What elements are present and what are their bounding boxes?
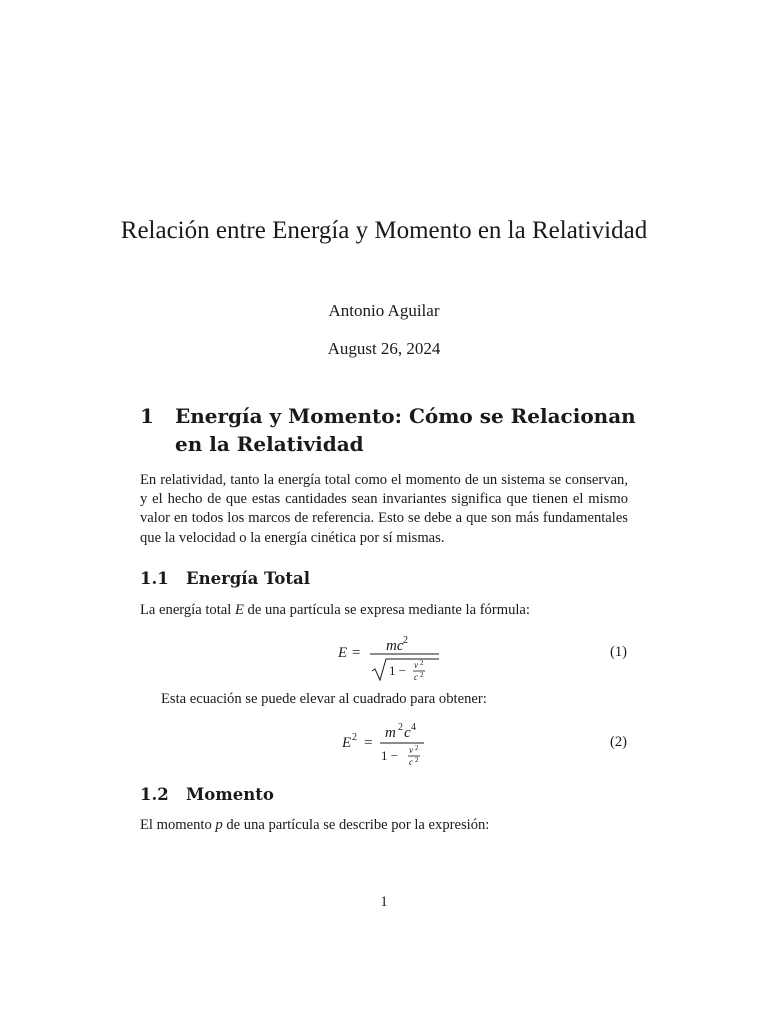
- equation-2-tag: (2): [609, 734, 627, 750]
- svg-text:m: m: [385, 725, 396, 741]
- svg-text:mc: mc: [386, 638, 404, 654]
- section-title: Energía y Momento: Cómo se Relacionan en la Relatividad: [175, 404, 636, 456]
- subsection-1-2-heading: [140, 785, 274, 804]
- equation-2: [0, 720, 768, 770]
- equation-1-tag: (1): [609, 644, 627, 660]
- subsection-1-1-middle-text: Esta ecuación se puede elevar al cuadrado para obtener:: [161, 691, 487, 707]
- svg-text:=: =: [364, 735, 373, 751]
- svg-text:=: =: [352, 645, 361, 661]
- subsection-1-2-intro: [140, 816, 628, 835]
- variable-e: E: [234, 602, 244, 618]
- section-1-paragraph: En relatividad, tanto la energía total como el momento de un sistema se conservan, y el hecho de que estas cantidades sean invariantes significa que tienen el mismo valor en todos los marcos de referencia. Esto se debe a que son más fundamentales que la velocidad o la energía cinética por sí mismas.: [140, 472, 628, 546]
- equation-1: [0, 630, 768, 690]
- section-1-heading: [140, 402, 640, 458]
- subsection-number: 1.1: [140, 569, 169, 588]
- document-title: Relación entre Energía y Momento en la Relatividad: [120, 217, 648, 244]
- intro-text-after: de una partícula se expresa mediante la fórmula:: [243, 602, 530, 618]
- document-date: August 26, 2024: [327, 339, 441, 358]
- svg-text:4: 4: [411, 722, 416, 733]
- equation-1-formula: [0, 630, 768, 690]
- subsection-number: 1.2: [140, 785, 169, 804]
- svg-text:E: E: [342, 735, 352, 751]
- subsection-title: Energía Total: [186, 569, 310, 588]
- subsection-1-1-intro: [140, 601, 628, 620]
- intro-text-before: El momento: [140, 817, 216, 833]
- svg-text:2: 2: [420, 659, 424, 667]
- intro-text-before: La energía total: [140, 602, 235, 618]
- svg-text:c: c: [409, 757, 413, 767]
- page-number: 1: [380, 894, 388, 910]
- subsection-title: Momento: [186, 785, 274, 804]
- svg-text:1 −: 1 −: [381, 748, 399, 763]
- svg-text:E: E: [338, 645, 348, 661]
- document-author: Antonio Aguilar: [328, 301, 440, 320]
- equation-2-formula: [0, 720, 768, 770]
- variable-p: p: [215, 817, 223, 833]
- svg-text:2: 2: [352, 732, 357, 743]
- svg-text:2: 2: [403, 635, 408, 646]
- svg-text:2: 2: [415, 744, 419, 752]
- svg-text:2: 2: [420, 671, 424, 679]
- svg-text:c: c: [404, 725, 411, 741]
- svg-text:c: c: [414, 672, 418, 682]
- subsection-1-1-heading: [140, 569, 310, 588]
- svg-text:2: 2: [415, 756, 419, 764]
- svg-text:2: 2: [398, 722, 403, 733]
- intro-text-after: de una partícula se describe por la expresión:: [222, 817, 490, 833]
- svg-text:v: v: [414, 660, 418, 670]
- section-number: 1: [140, 404, 154, 428]
- svg-text:1 −: 1 −: [389, 663, 407, 678]
- svg-text:v: v: [409, 745, 413, 755]
